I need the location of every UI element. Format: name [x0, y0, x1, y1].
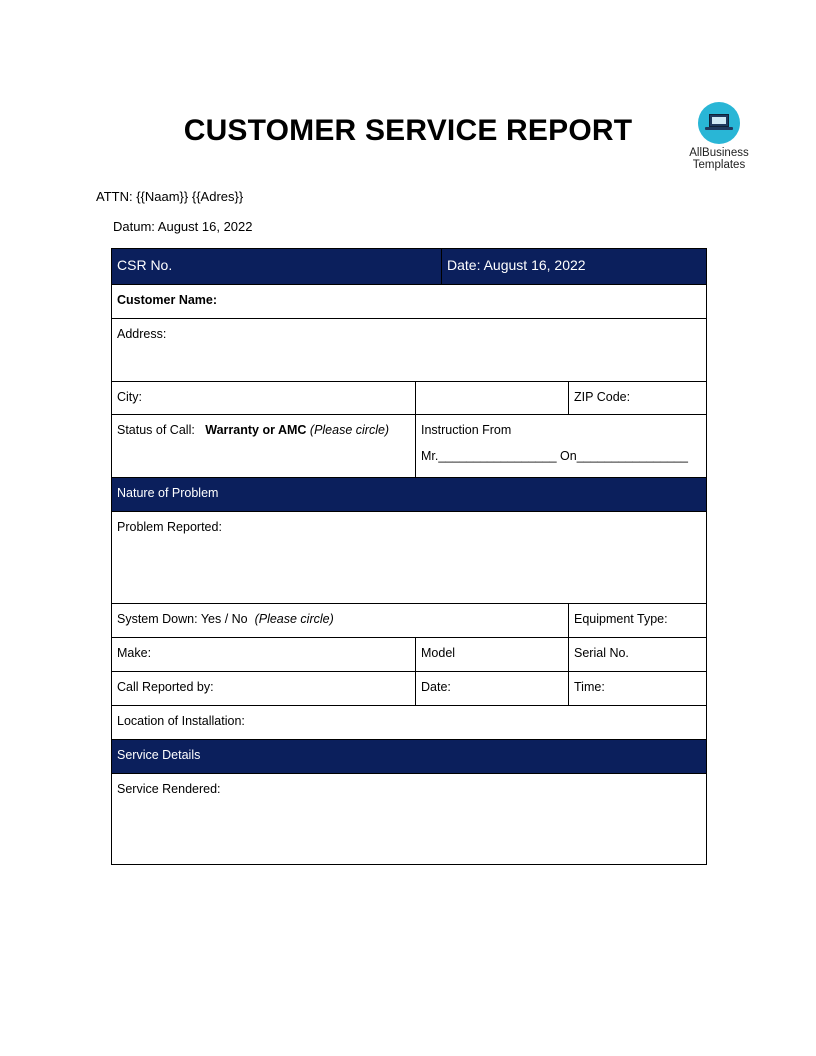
customer-name-row — [112, 285, 707, 319]
zip-label: ZIP Code: — [574, 390, 631, 404]
date-field[interactable] — [416, 672, 569, 706]
address-label: Address: — [117, 327, 167, 341]
city-field[interactable] — [112, 382, 416, 415]
problem-reported-row — [112, 512, 707, 604]
service-details-cell — [112, 740, 707, 774]
city-row — [112, 382, 707, 415]
system-down-label: System Down: Yes / No — [117, 612, 248, 626]
equipment-type-label: Equipment Type: — [574, 612, 668, 626]
service-rendered-field[interactable] — [112, 774, 707, 865]
problem-reported-label: Problem Reported: — [117, 520, 222, 534]
please-circle-note: (Please circle) — [309, 423, 390, 437]
city-extra-field[interactable] — [416, 382, 569, 415]
csr-no-cell — [112, 249, 442, 285]
service-details-label: Service Details — [117, 748, 201, 762]
service-report-form — [111, 248, 707, 865]
instruction-from-field[interactable] — [416, 415, 707, 478]
serial-no-label: Serial No. — [574, 646, 629, 660]
logo-line-2: Templates — [692, 159, 746, 171]
date-header-cell — [442, 249, 707, 285]
status-label: Status of Call: — [117, 423, 195, 437]
city-label: City: — [117, 390, 142, 404]
logo-text — [680, 147, 758, 171]
serial-no-field[interactable] — [569, 638, 707, 672]
csr-header-row — [112, 249, 707, 285]
customer-name-field[interactable] — [112, 285, 707, 319]
laptop-icon — [698, 102, 740, 144]
csr-no-label: CSR No. — [117, 257, 173, 273]
system-down-row — [112, 604, 707, 638]
make-label: Make: — [117, 646, 152, 660]
service-rendered-row — [112, 774, 707, 865]
page-title: CUSTOMER SERVICE REPORT — [183, 114, 633, 147]
service-rendered-label: Service Rendered: — [117, 782, 221, 796]
time-field[interactable] — [569, 672, 707, 706]
nature-of-problem-cell — [112, 478, 707, 512]
customer-name-label: Customer Name: — [117, 293, 218, 307]
equipment-type-field[interactable] — [569, 604, 707, 638]
nature-of-problem-label: Nature of Problem — [117, 486, 219, 500]
service-details-header — [112, 740, 707, 774]
call-reported-by-label: Call Reported by: — [117, 680, 214, 694]
problem-reported-field[interactable] — [112, 512, 707, 604]
location-field[interactable] — [112, 706, 707, 740]
make-row — [112, 638, 707, 672]
please-circle-note: (Please circle) — [254, 612, 334, 626]
logo-line-1: AllBusiness — [689, 147, 749, 159]
zip-field[interactable] — [569, 382, 707, 415]
call-reported-row — [112, 672, 707, 706]
status-row — [112, 415, 707, 478]
instruction-from-label: Instruction From — [421, 423, 512, 437]
system-down-field[interactable] — [112, 604, 569, 638]
location-label: Location of Installation: — [117, 714, 245, 728]
date-header-label: Date: August 16, 2022 — [447, 257, 586, 273]
address-field[interactable] — [112, 319, 707, 382]
model-label: Model — [421, 646, 456, 660]
mr-on-line: Mr._________________ On________________ — [421, 449, 688, 463]
make-field[interactable] — [112, 638, 416, 672]
datum-line: Datum: August 16, 2022 — [113, 219, 253, 234]
location-row — [112, 706, 707, 740]
status-of-call-field[interactable] — [112, 415, 416, 478]
address-row — [112, 319, 707, 382]
call-reported-by-field[interactable] — [112, 672, 416, 706]
brand-logo — [680, 102, 758, 171]
nature-of-problem-header — [112, 478, 707, 512]
time-label: Time: — [574, 680, 605, 694]
date-label: Date: — [421, 680, 451, 694]
attn-line: ATTN: {{Naam}} {{Adres}} — [96, 189, 244, 204]
model-field[interactable] — [416, 638, 569, 672]
status-options: Warranty or AMC — [205, 423, 307, 437]
